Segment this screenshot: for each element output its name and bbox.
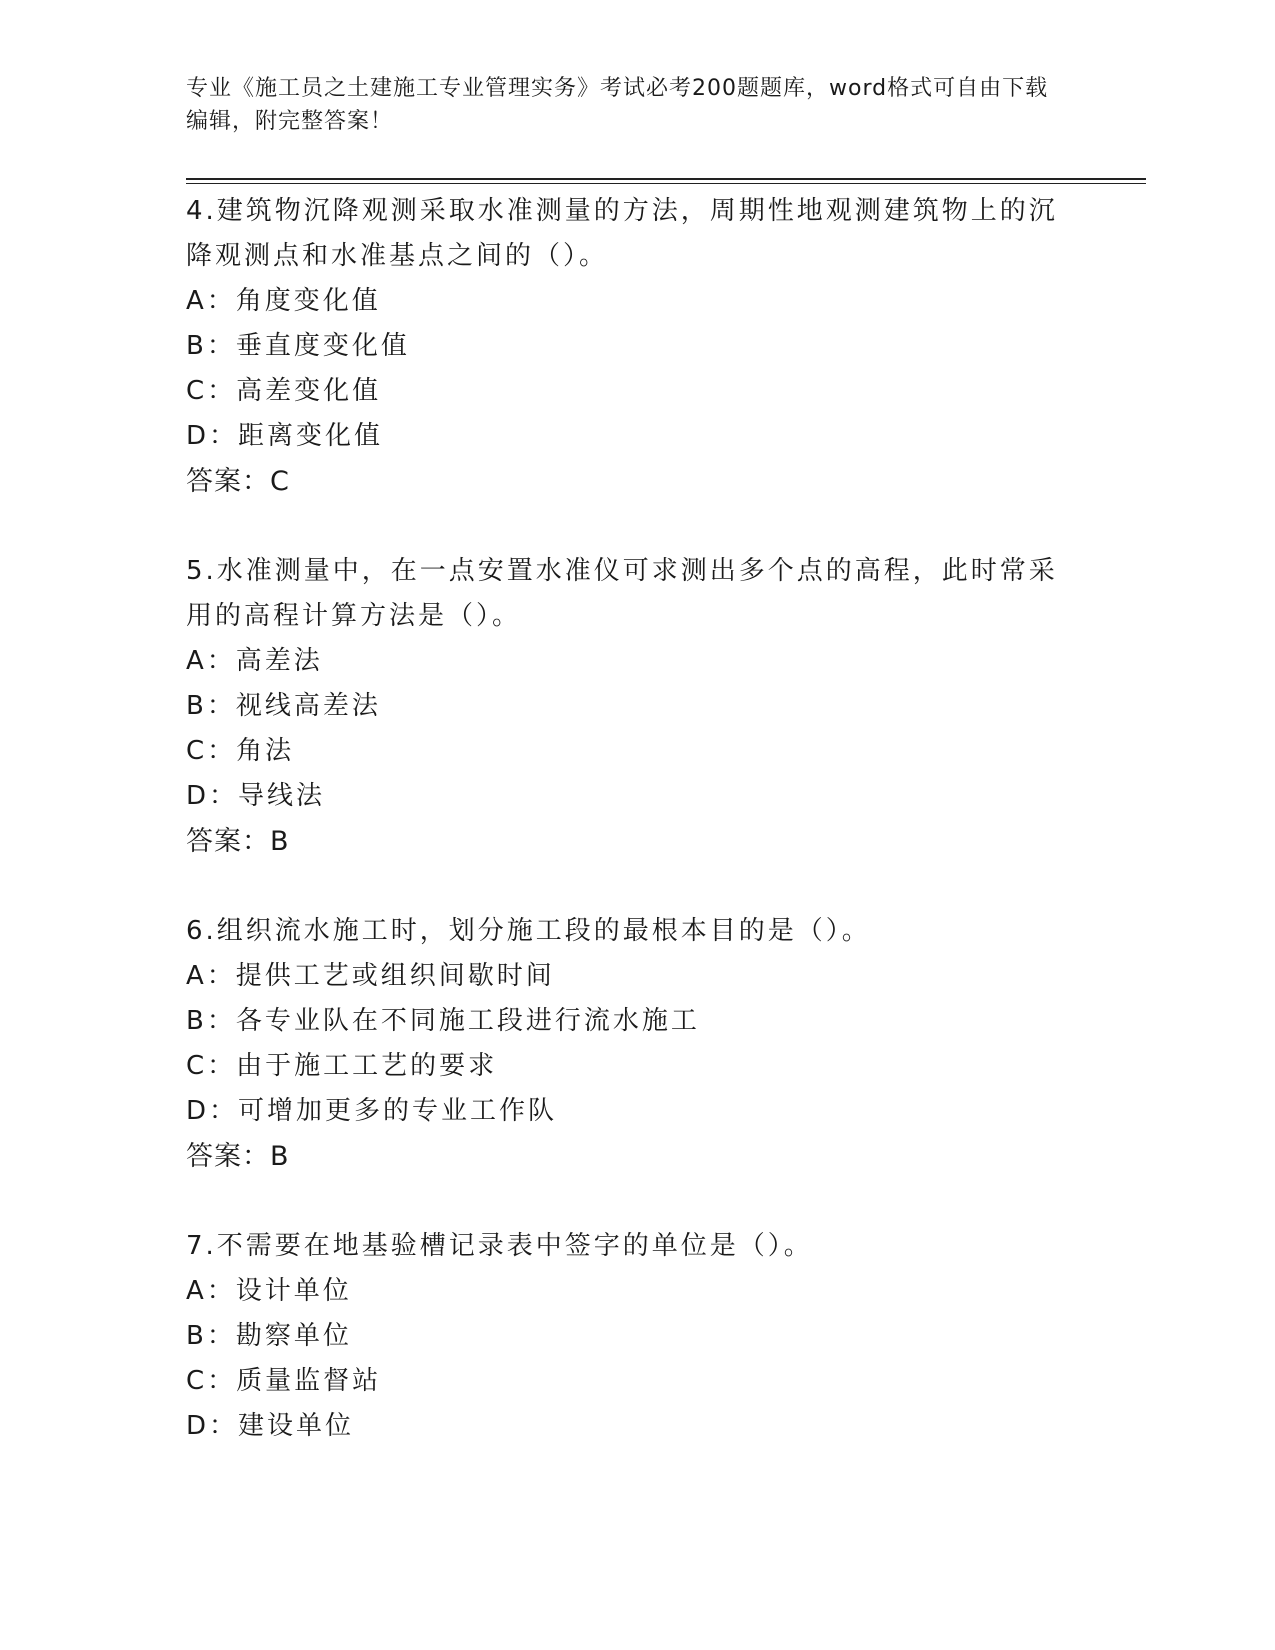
question-stem: 5.水准测量中，在一点安置水准仪可求测出多个点的高程，此时常采用的高程计算方法是（）。 xyxy=(186,556,1058,631)
option-b: B：各专业队在不同施工段进行流水施工 xyxy=(186,1006,700,1036)
question-item xyxy=(186,1224,1076,1449)
option-d: D：导线法 xyxy=(186,781,326,811)
option-c: C：角法 xyxy=(186,736,295,766)
option-c: C：质量监督站 xyxy=(186,1366,382,1396)
question-item xyxy=(186,189,1076,504)
option-c: C：高差变化值 xyxy=(186,376,382,406)
option-a: A：角度变化值 xyxy=(186,286,381,316)
answer-line: 答案：B xyxy=(186,826,290,857)
question-stem: 6.组织流水施工时，划分施工段的最根本目的是（）。 xyxy=(186,916,871,946)
answer-line: 答案：B xyxy=(186,1141,290,1172)
header-divider xyxy=(186,178,1146,184)
question-stem: 4.建筑物沉降观测采取水准测量的方法，周期性地观测建筑物上的沉降观测点和水准基点之间的（）。 xyxy=(186,196,1058,271)
option-c: C：由于施工工艺的要求 xyxy=(186,1051,498,1081)
option-d: D：距离变化值 xyxy=(186,421,384,451)
document-intro: 专业《施工员之土建施工专业管理实务》考试必考200题题库，word格式可自由下载编辑，附完整答案！ xyxy=(186,76,1049,134)
option-b: B：垂直度变化值 xyxy=(186,331,410,361)
option-b: B：视线高差法 xyxy=(186,691,381,721)
option-d: D：建设单位 xyxy=(186,1411,355,1441)
question-item xyxy=(186,549,1076,864)
option-a: A：提供工艺或组织间歇时间 xyxy=(186,961,555,991)
answer-line: 答案：C xyxy=(186,466,290,497)
option-a: A：高差法 xyxy=(186,646,323,676)
question-stem: 7.不需要在地基验槽记录表中签字的单位是（）。 xyxy=(186,1231,813,1261)
question-list xyxy=(186,189,1076,1449)
option-d: D：可增加更多的专业工作队 xyxy=(186,1096,558,1126)
option-b: B：勘察单位 xyxy=(186,1321,352,1351)
question-item xyxy=(186,909,1076,1179)
option-a: A：设计单位 xyxy=(186,1276,352,1306)
